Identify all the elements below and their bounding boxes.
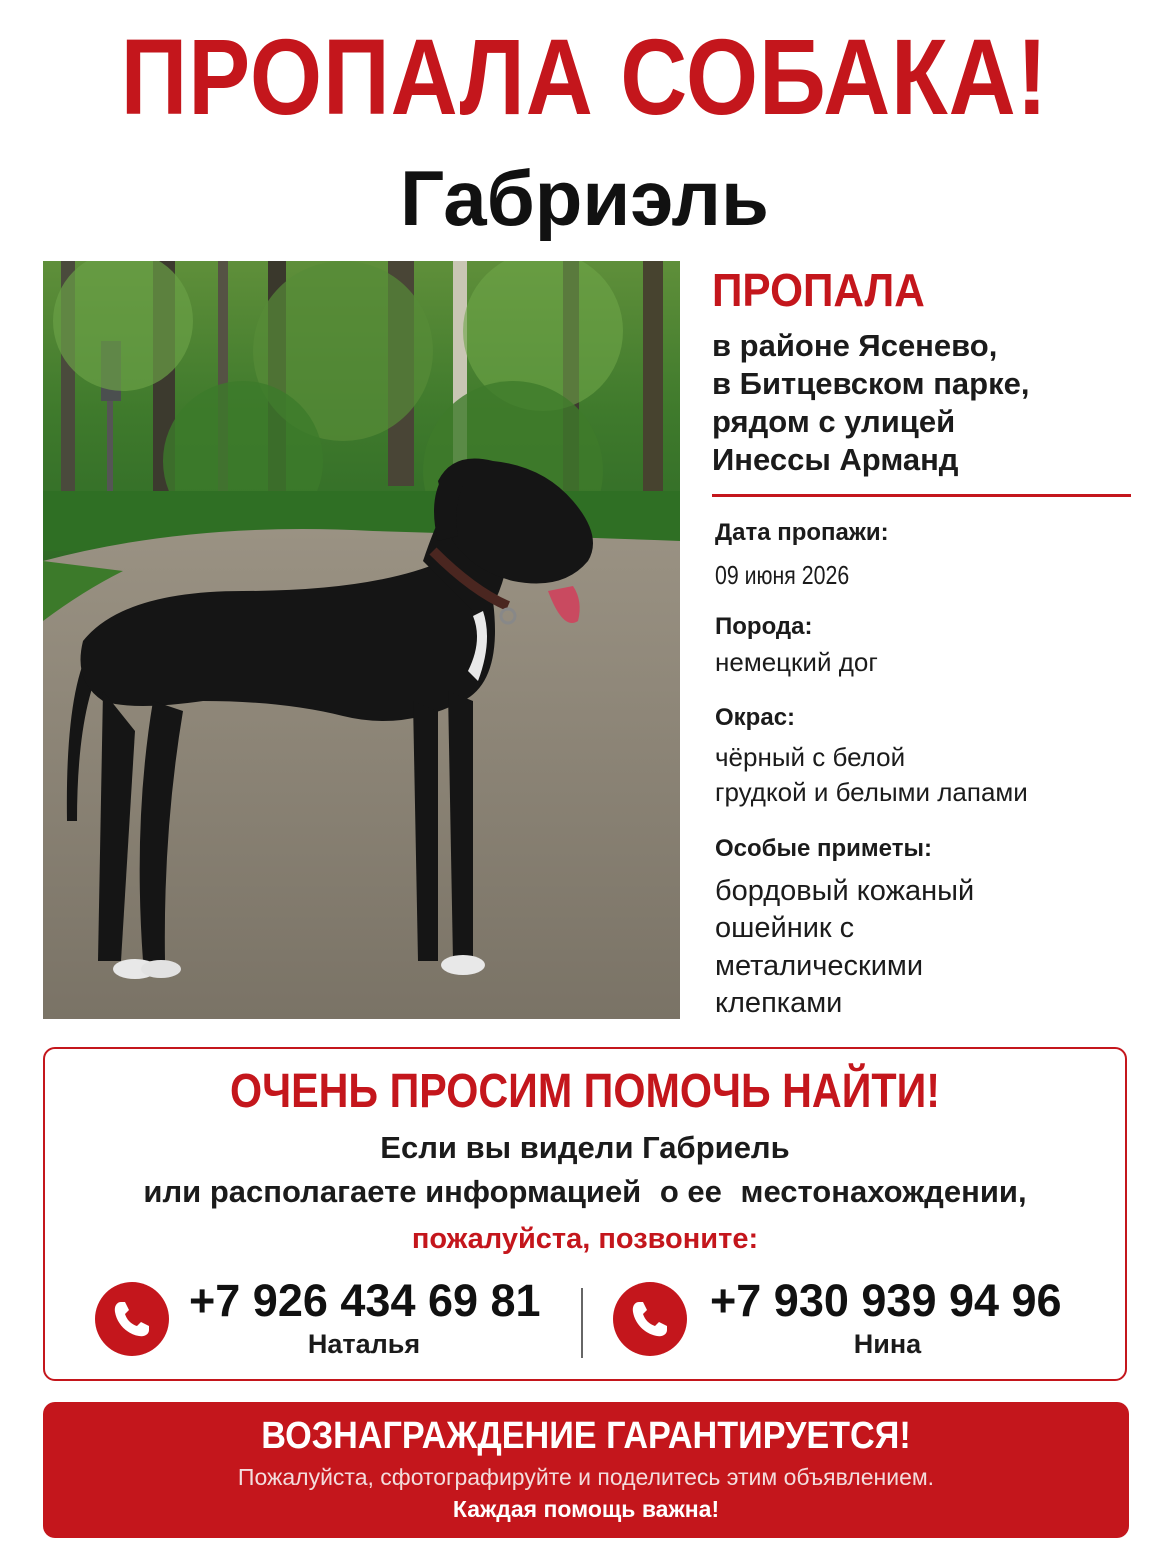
color-label: Окрас: bbox=[715, 704, 796, 731]
help-line-1-prefix: Если вы видели bbox=[380, 1130, 634, 1165]
help-line-1 bbox=[43, 1128, 1127, 1168]
lost-title: ПРОПАЛА bbox=[712, 264, 925, 316]
phone-icon bbox=[95, 1282, 169, 1356]
marks-value-line: клепками bbox=[715, 987, 843, 1019]
reward-note: Каждая помощь важна! bbox=[452, 1496, 720, 1522]
help-line-2-mid: о ее bbox=[659, 1174, 722, 1209]
contact-name-2: Нина bbox=[853, 1329, 922, 1359]
phone-number-2[interactable]: +7 930 939 94 96 bbox=[710, 1275, 1062, 1326]
location-line: Инессы Арманд bbox=[712, 442, 959, 477]
contact-name-1: Наталья bbox=[307, 1329, 421, 1359]
divider bbox=[712, 494, 1131, 497]
reward-title: ВОЗНАГРАЖДЕНИЕ ГАРАНТИРУЕТСЯ! bbox=[261, 1415, 911, 1457]
breed-value: немецкий дог bbox=[715, 647, 878, 677]
phone-icon bbox=[613, 1282, 687, 1356]
headline: ПРОПАЛА СОБАКА! bbox=[120, 16, 1049, 137]
color-value-line: грудкой и белыми лапами bbox=[715, 777, 1028, 807]
help-line-1-name: Габриель bbox=[642, 1130, 790, 1165]
location-line: в Битцевском парке, bbox=[712, 366, 1030, 401]
location-line: рядом с улицей bbox=[712, 404, 956, 439]
date-label: Дата пропажи: bbox=[715, 519, 889, 546]
help-line-2-prefix: или располагаете информацией bbox=[143, 1174, 642, 1209]
contacts-separator bbox=[581, 1288, 583, 1358]
marks-value-line: металическими bbox=[715, 950, 924, 982]
marks-label: Особые приметы: bbox=[715, 835, 932, 862]
dog-photo bbox=[43, 261, 680, 1019]
please-call: пожалуйста, позвоните: bbox=[411, 1223, 759, 1255]
phone-number-1[interactable]: +7 926 434 69 81 bbox=[189, 1275, 541, 1326]
marks-value-line: ошейник с bbox=[715, 912, 855, 944]
reward-subtitle: Пожалуйста, сфотографируйте и поделитесь этим объявлением. bbox=[237, 1464, 935, 1490]
marks-value-line: бордовый кожаный bbox=[715, 875, 975, 907]
help-line-2-suffix: местонахождении, bbox=[740, 1174, 1027, 1209]
color-value-line: чёрный с белой bbox=[715, 742, 906, 772]
help-title: ОЧЕНЬ ПРОСИМ ПОМОЧЬ НАЙТИ! bbox=[229, 1065, 941, 1118]
dog-name: Габриэль bbox=[400, 154, 769, 242]
date-value: 09 июня 2026 bbox=[715, 560, 850, 590]
help-line-2 bbox=[43, 1172, 1127, 1212]
breed-label: Порода: bbox=[715, 613, 813, 640]
location-line: в районе Ясенево, bbox=[712, 328, 998, 363]
